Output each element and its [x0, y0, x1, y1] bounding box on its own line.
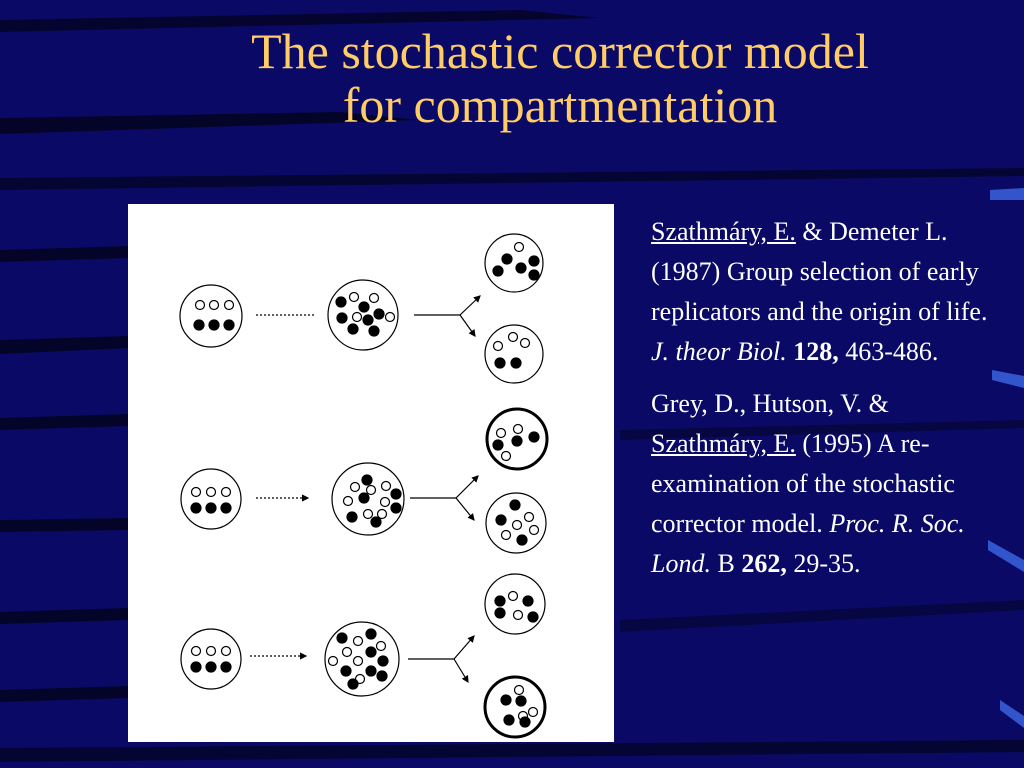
page-range: 29-35. [786, 549, 861, 578]
row-2 [181, 409, 547, 553]
compartment-division-diagram [128, 204, 614, 742]
reference-2 [651, 384, 996, 584]
row-1 [180, 234, 543, 383]
title-line-2: for compartmentation [342, 77, 778, 133]
volume-number: 128, [793, 337, 839, 366]
reference-1 [651, 212, 996, 372]
author-link[interactable]: Szathmáry, E. [651, 429, 796, 458]
diagram-svg [128, 204, 614, 742]
author-link[interactable]: Szathmáry, E. [651, 217, 796, 246]
references-list [651, 212, 996, 596]
reference-text: & Demeter L. (1987) Group selection of early replicators and the origin of life. [651, 217, 988, 326]
page-range: 463-486. [838, 337, 939, 366]
journal-name: Proc. R. Soc. Lond. [651, 509, 965, 578]
volume-number: 262, [741, 549, 787, 578]
title-line-1: The stochastic corrector model [251, 23, 869, 79]
row-3 [181, 574, 545, 737]
reference-authors: Grey, D., Hutson, V. & [651, 389, 889, 418]
slide-title [150, 24, 970, 132]
reference-text: (1995) A re-examination of the stochastic corrector model. [651, 429, 955, 538]
journal-name: J. theor Biol. [651, 337, 787, 366]
journal-series: B [710, 549, 742, 578]
